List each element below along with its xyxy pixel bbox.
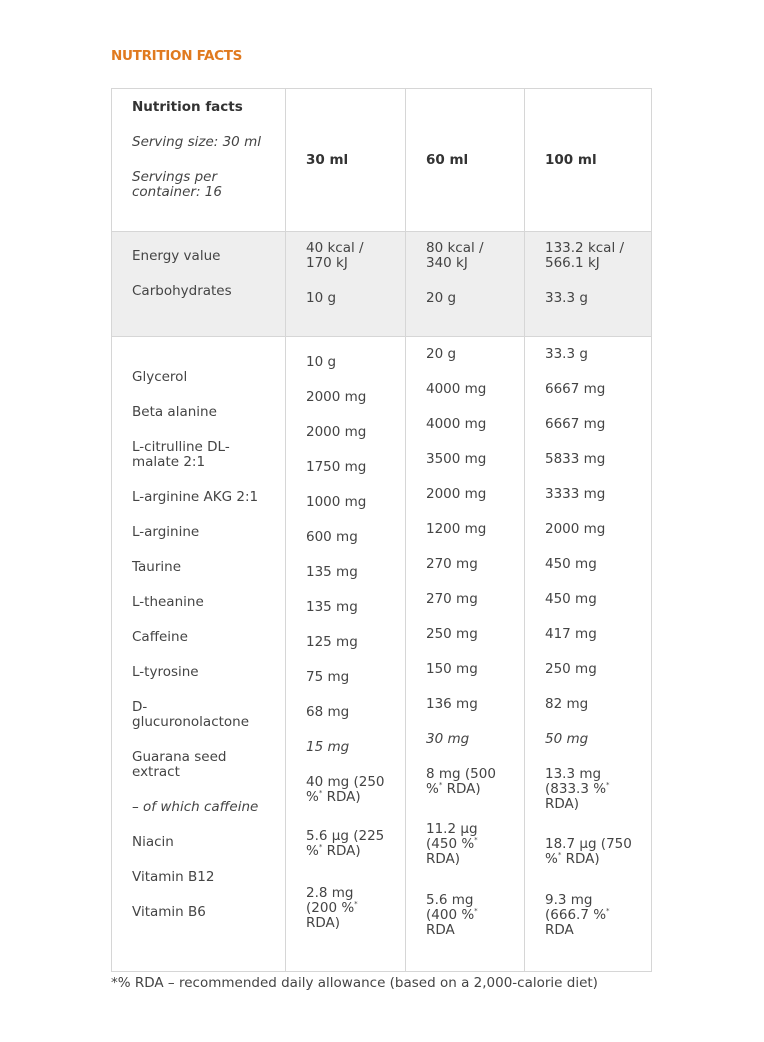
value-text: RDA) [426,851,461,867]
value-30ml: 125 mg [306,634,358,650]
value-100ml: 50 mg [545,731,589,747]
label-d-glucuronolactone: D- glucuronolactone [132,699,250,730]
value-30ml: 1000 mg [306,494,367,510]
value-60ml: 250 mg [426,626,478,642]
value-60ml: 20 g [426,346,457,362]
value-100ml: 450 mg [545,591,597,607]
value-100ml: 5833 mg [545,451,606,467]
value-100ml: 33.3 g [545,346,588,362]
value-100ml: 450 mg [545,556,597,572]
value-60ml-rda [426,893,531,938]
value-60ml: 4000 mg [426,381,487,397]
carbs-60ml: 20 g [426,290,457,306]
value-100ml: 2000 mg [545,521,606,537]
value-60ml-rda [426,767,531,797]
value-60ml: 1200 mg [426,521,487,537]
label-beta-alanine: Beta alanine [132,404,217,420]
value-100ml: 82 mg [545,696,589,712]
serving-size: Serving size: 30 ml [132,134,261,150]
value-30ml: 75 mg [306,669,350,685]
value-text: 5.6 mg (400 % [426,892,475,923]
energy-60ml: 80 kcal / 340 kJ [426,240,484,271]
value-text: 40 mg (250 % [306,774,385,805]
value-text: RDA) [326,843,361,859]
value-text: RDA) [306,915,341,931]
column-header-30ml: 30 ml [306,152,349,168]
value-text: RDA) [326,789,361,805]
value-text: 8 mg (500 % [426,766,496,797]
value-100ml: 417 mg [545,626,597,642]
value-60ml: 136 mg [426,696,478,712]
label-l-tyrosine: L-tyrosine [132,664,199,680]
value-text: 18.7 µg (750 % [545,836,632,867]
value-text: 13.3 mg (833.3 % [545,766,607,797]
label-taurine: Taurine [132,559,182,575]
value-60ml: 30 mg [426,731,470,747]
value-100ml-rda [545,893,650,938]
value-30ml: 135 mg [306,564,358,580]
value-text: 5.6 µg (225 % [306,828,385,859]
label-energy: Energy value [132,248,221,264]
value-30ml: 2000 mg [306,424,367,440]
label-l-citrulline: L-citrulline DL- malate 2:1 [132,439,230,470]
rda-asterisk: * [318,843,323,851]
rda-asterisk: * [557,851,562,859]
value-100ml-rda [545,767,650,812]
value-30ml: 10 g [306,354,337,370]
value-text: RDA [426,922,455,938]
value-60ml: 4000 mg [426,416,487,432]
label-guarana-seed-extract: Guarana seed extract [132,749,227,780]
label-l-theanine: L-theanine [132,594,204,610]
carbs-30ml: 10 g [306,290,337,306]
value-text: RDA) [545,796,580,812]
value-text: 2.8 mg (200 % [306,885,355,916]
value-60ml: 270 mg [426,591,478,607]
value-100ml-rda [545,837,650,867]
section-heading: NUTRITION FACTS [111,48,243,64]
energy-100ml: 133.2 kcal / 566.1 kJ [545,240,625,271]
column-header-100ml: 100 ml [545,152,597,168]
label-caffeine: Caffeine [132,629,188,645]
column-header-60ml: 60 ml [426,152,469,168]
column-divider [285,89,286,971]
label-glycerol: Glycerol [132,369,188,385]
rda-asterisk: * [474,907,478,915]
label-of-which-caffeine: – of which caffeine [132,799,259,815]
value-30ml: 15 mg [306,739,350,755]
label-niacin: Niacin [132,834,174,850]
value-30ml-rda [306,775,416,805]
label-vitamin-b12: Vitamin B12 [132,869,215,885]
value-100ml: 6667 mg [545,416,606,432]
value-60ml: 3500 mg [426,451,487,467]
value-30ml: 600 mg [306,529,358,545]
value-text: 11.2 µg (450 % [426,821,478,852]
table-title: Nutrition facts [132,99,243,115]
value-100ml: 250 mg [545,661,597,677]
value-60ml: 150 mg [426,661,478,677]
rda-asterisk: * [606,781,610,789]
value-30ml-rda [306,886,416,931]
value-100ml: 3333 mg [545,486,606,502]
value-100ml: 6667 mg [545,381,606,397]
rda-asterisk: * [606,907,610,915]
label-l-arginine-akg: L-arginine AKG 2:1 [132,489,259,505]
rda-footnote: *% RDA – recommended daily allowance (based on a 2,000-calorie diet) [111,975,598,991]
carbs-100ml: 33.3 g [545,290,588,306]
value-60ml-rda [426,822,531,867]
rda-asterisk: * [354,900,358,908]
nutrition-table [111,88,652,972]
rda-asterisk: * [474,836,478,844]
value-30ml-rda [306,829,416,859]
value-30ml: 68 mg [306,704,350,720]
value-30ml: 135 mg [306,599,358,615]
label-l-arginine: L-arginine [132,524,200,540]
value-text: RDA) [565,851,600,867]
value-30ml: 1750 mg [306,459,367,475]
energy-30ml: 40 kcal / 170 kJ [306,240,364,271]
servings-per-container: Servings per container: 16 [132,169,222,200]
value-60ml: 270 mg [426,556,478,572]
value-60ml: 2000 mg [426,486,487,502]
rda-asterisk: * [318,789,323,797]
value-text: RDA) [446,781,481,797]
label-carbohydrates: Carbohydrates [132,283,232,299]
value-30ml: 2000 mg [306,389,367,405]
value-text: 9.3 mg (666.7 % [545,892,607,923]
rda-asterisk: * [438,781,443,789]
value-text: RDA [545,922,574,938]
label-vitamin-b6: Vitamin B6 [132,904,206,920]
